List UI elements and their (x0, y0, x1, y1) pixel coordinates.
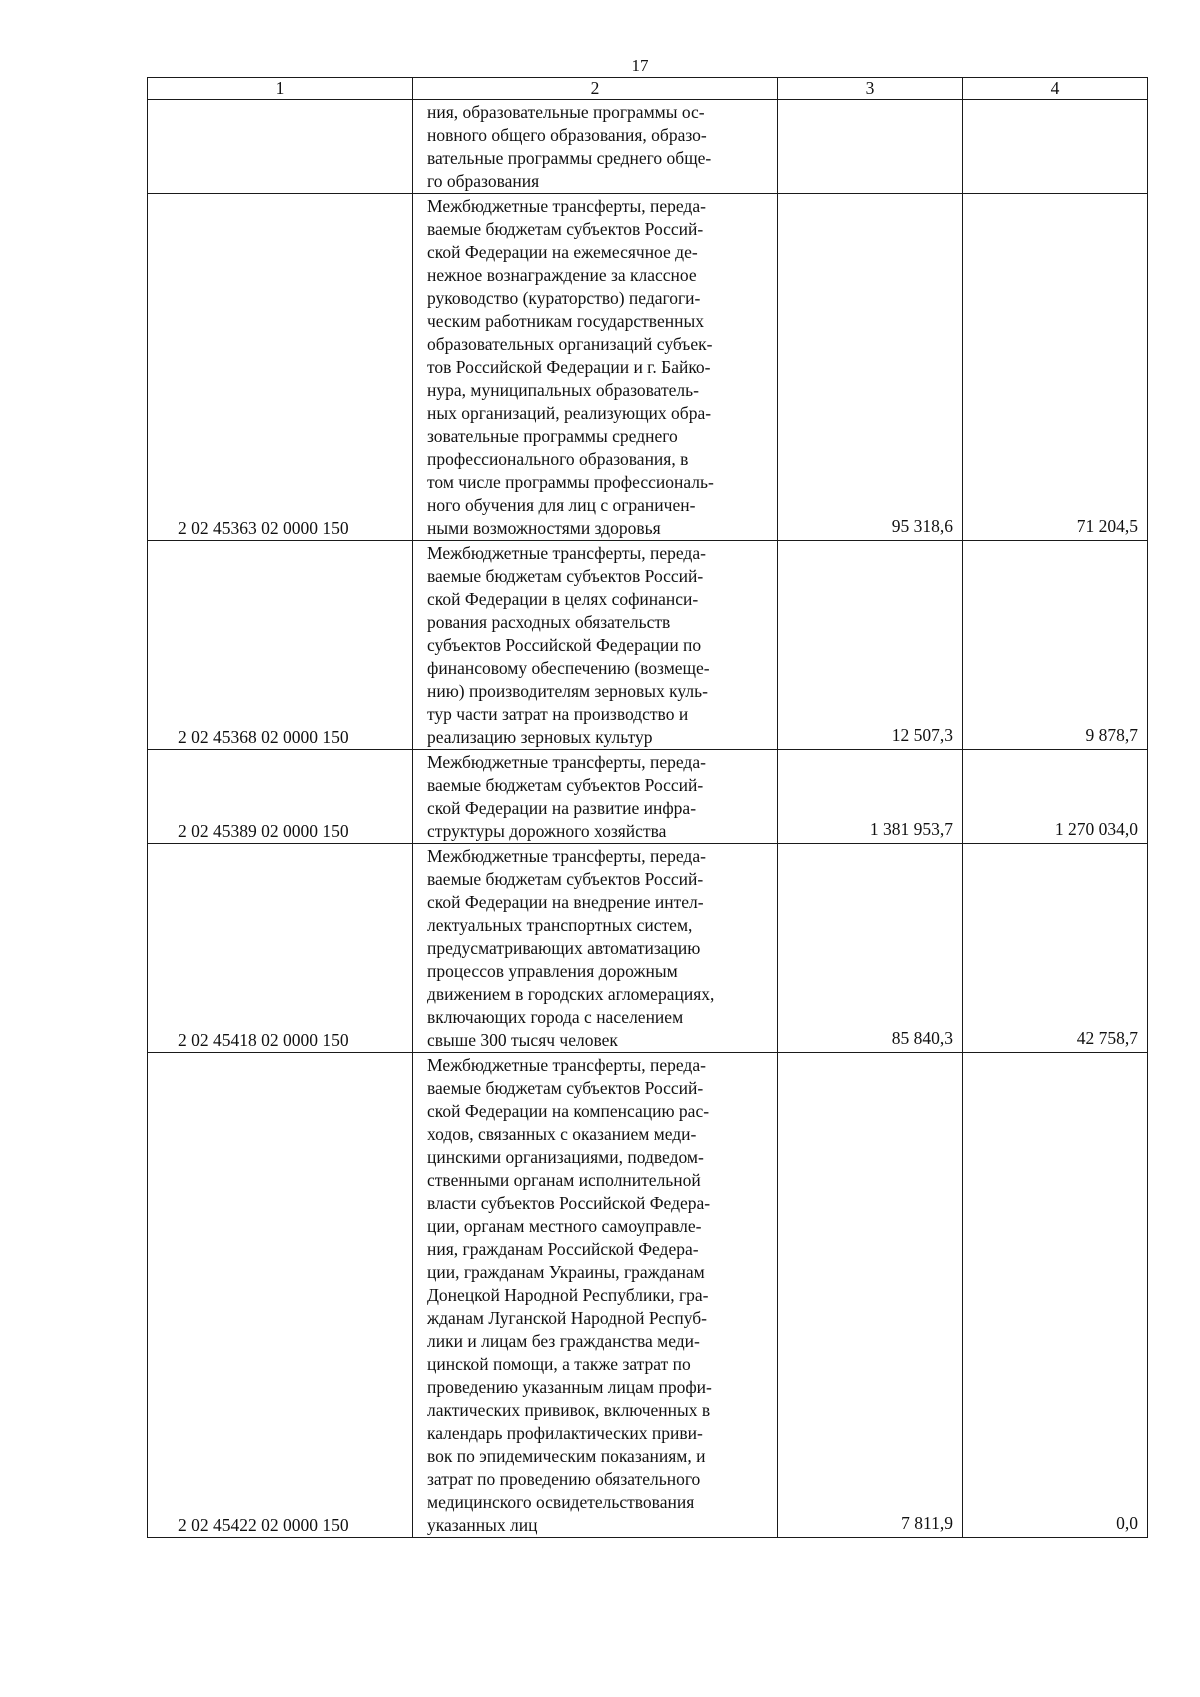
amount-col4-cell: 71 204,5 (963, 194, 1148, 541)
budget-code-cell: 2 02 45389 02 0000 150 (148, 750, 413, 844)
column-header: 2 (413, 78, 778, 100)
description-line: включающих города с населением (427, 1007, 684, 1027)
description-line: лактических прививок, включенных в (427, 1400, 711, 1420)
description-line: образовательных организаций субъек- (427, 334, 713, 354)
description-cell (413, 100, 778, 194)
table-row (148, 750, 1148, 844)
description-line: ного обучения для лиц с ограничен- (427, 495, 696, 515)
description-line: процессов управления дорожным (427, 961, 678, 981)
description-line: тов Российской Федерации и г. Байко- (427, 357, 711, 377)
description-line: ственными органам исполнительной (427, 1170, 701, 1190)
description-line: вок по эпидемическим показаниям, и (427, 1446, 706, 1466)
description-line: ными возможностями здоровья (427, 518, 661, 538)
table-row (148, 844, 1148, 1053)
table-row (148, 100, 1148, 194)
description-line: го образования (427, 171, 540, 191)
amount-col3-cell (778, 100, 963, 194)
column-header: 4 (963, 78, 1148, 100)
amount-col3-cell: 12 507,3 (778, 541, 963, 750)
description-line: ческим работникам государственных (427, 311, 704, 331)
column-header-row (148, 78, 1148, 100)
budget-table (147, 77, 1148, 1538)
description-line: руководство (кураторство) педагоги- (427, 288, 701, 308)
description-cell (413, 1053, 778, 1538)
description-line: власти субъектов Российской Федера- (427, 1193, 711, 1213)
description-line: структуры дорожного хозяйства (427, 821, 667, 841)
description-line: затрат по проведению обязательного (427, 1469, 701, 1489)
amount-col4-cell: 42 758,7 (963, 844, 1148, 1053)
description-line: ции, органам местного самоуправле- (427, 1216, 702, 1236)
description-line: проведению указанным лицам профи- (427, 1377, 712, 1397)
description-line: Межбюджетные трансферты, переда- (427, 752, 706, 772)
budget-code-cell: 2 02 45368 02 0000 150 (148, 541, 413, 750)
description-line: нию) производителям зерновых куль- (427, 681, 708, 701)
description-line: свыше 300 тысяч человек (427, 1030, 618, 1050)
description-line: ской Федерации на компенсацию рас- (427, 1101, 710, 1121)
description-line: ваемые бюджетам субъектов Россий- (427, 566, 704, 586)
description-line: ской Федерации на развитие инфра- (427, 798, 697, 818)
table-row (148, 541, 1148, 750)
amount-col3-cell: 7 811,9 (778, 1053, 963, 1538)
amount-col3-cell: 85 840,3 (778, 844, 963, 1053)
table-row (148, 1053, 1148, 1538)
description-cell (413, 194, 778, 541)
description-line: Межбюджетные трансферты, переда- (427, 196, 706, 216)
amount-col4-cell: 1 270 034,0 (963, 750, 1148, 844)
description-line: реализацию зерновых культур (427, 727, 653, 747)
description-line: календарь профилактических приви- (427, 1423, 703, 1443)
description-line: цинскими организациями, подведом- (427, 1147, 704, 1167)
description-line: Межбюджетные трансферты, переда- (427, 846, 706, 866)
description-line: ской Федерации в целях софинанси- (427, 589, 699, 609)
description-line: ния, образовательные программы ос- (427, 102, 705, 122)
description-line: указанных лиц (427, 1515, 538, 1535)
description-line: Межбюджетные трансферты, переда- (427, 543, 706, 563)
description-line: тур части затрат на производство и (427, 704, 689, 724)
description-line: ходов, связанных с оказанием меди- (427, 1124, 697, 1144)
amount-col4-cell: 0,0 (963, 1053, 1148, 1538)
description-line: предусматривающих автоматизацию (427, 938, 701, 958)
description-line: вательные программы среднего обще- (427, 148, 712, 168)
description-line: новного общего образования, образо- (427, 125, 707, 145)
page-number: 17 (631, 56, 649, 75)
description-line: ской Федерации на ежемесячное де- (427, 242, 698, 262)
description-line: зовательные программы среднего (427, 426, 678, 446)
description-line: ваемые бюджетам субъектов Россий- (427, 1078, 704, 1098)
amount-col3-cell: 95 318,6 (778, 194, 963, 541)
column-header: 1 (148, 78, 413, 100)
description-line: лектуальных транспортных систем, (427, 915, 693, 935)
amount-col4-cell (963, 100, 1148, 194)
amount-col4-cell: 9 878,7 (963, 541, 1148, 750)
description-line: ных организаций, реализующих обра- (427, 403, 712, 423)
description-line: профессионального образования, в (427, 449, 689, 469)
description-line: том числе программы профессиональ- (427, 472, 714, 492)
description-cell (413, 844, 778, 1053)
description-line: медицинского освидетельствования (427, 1492, 695, 1512)
description-line: финансовому обеспечению (возмеще- (427, 658, 710, 678)
description-line: нежное вознаграждение за классное (427, 265, 697, 285)
description-line: жданам Луганской Народной Респуб- (427, 1308, 707, 1328)
description-line: ваемые бюджетам субъектов Россий- (427, 775, 704, 795)
budget-code-cell (148, 100, 413, 194)
description-line: движением в городских агломерациях, (427, 984, 715, 1004)
amount-col3-cell: 1 381 953,7 (778, 750, 963, 844)
description-cell (413, 541, 778, 750)
description-line: ваемые бюджетам субъектов Россий- (427, 219, 704, 239)
description-line: цинской помощи, а также затрат по (427, 1354, 691, 1374)
description-line: рования расходных обязательств (427, 612, 671, 632)
description-line: субъектов Российской Федерации по (427, 635, 702, 655)
table-body (148, 78, 1148, 1538)
table-row (148, 194, 1148, 541)
description-line: ния, гражданам Российской Федера- (427, 1239, 699, 1259)
description-cell (413, 750, 778, 844)
description-line: ваемые бюджетам субъектов Россий- (427, 869, 704, 889)
description-line: ской Федерации на внедрение интел- (427, 892, 704, 912)
budget-code-cell: 2 02 45363 02 0000 150 (148, 194, 413, 541)
description-line: лики и лицам без гражданства меди- (427, 1331, 700, 1351)
description-line: ции, гражданам Украины, гражданам (427, 1262, 705, 1282)
description-line: нура, муниципальных образователь- (427, 380, 699, 400)
budget-code-cell: 2 02 45422 02 0000 150 (148, 1053, 413, 1538)
column-header: 3 (778, 78, 963, 100)
budget-code-cell: 2 02 45418 02 0000 150 (148, 844, 413, 1053)
description-line: Донецкой Народной Республики, гра- (427, 1285, 709, 1305)
description-line: Межбюджетные трансферты, переда- (427, 1055, 706, 1075)
